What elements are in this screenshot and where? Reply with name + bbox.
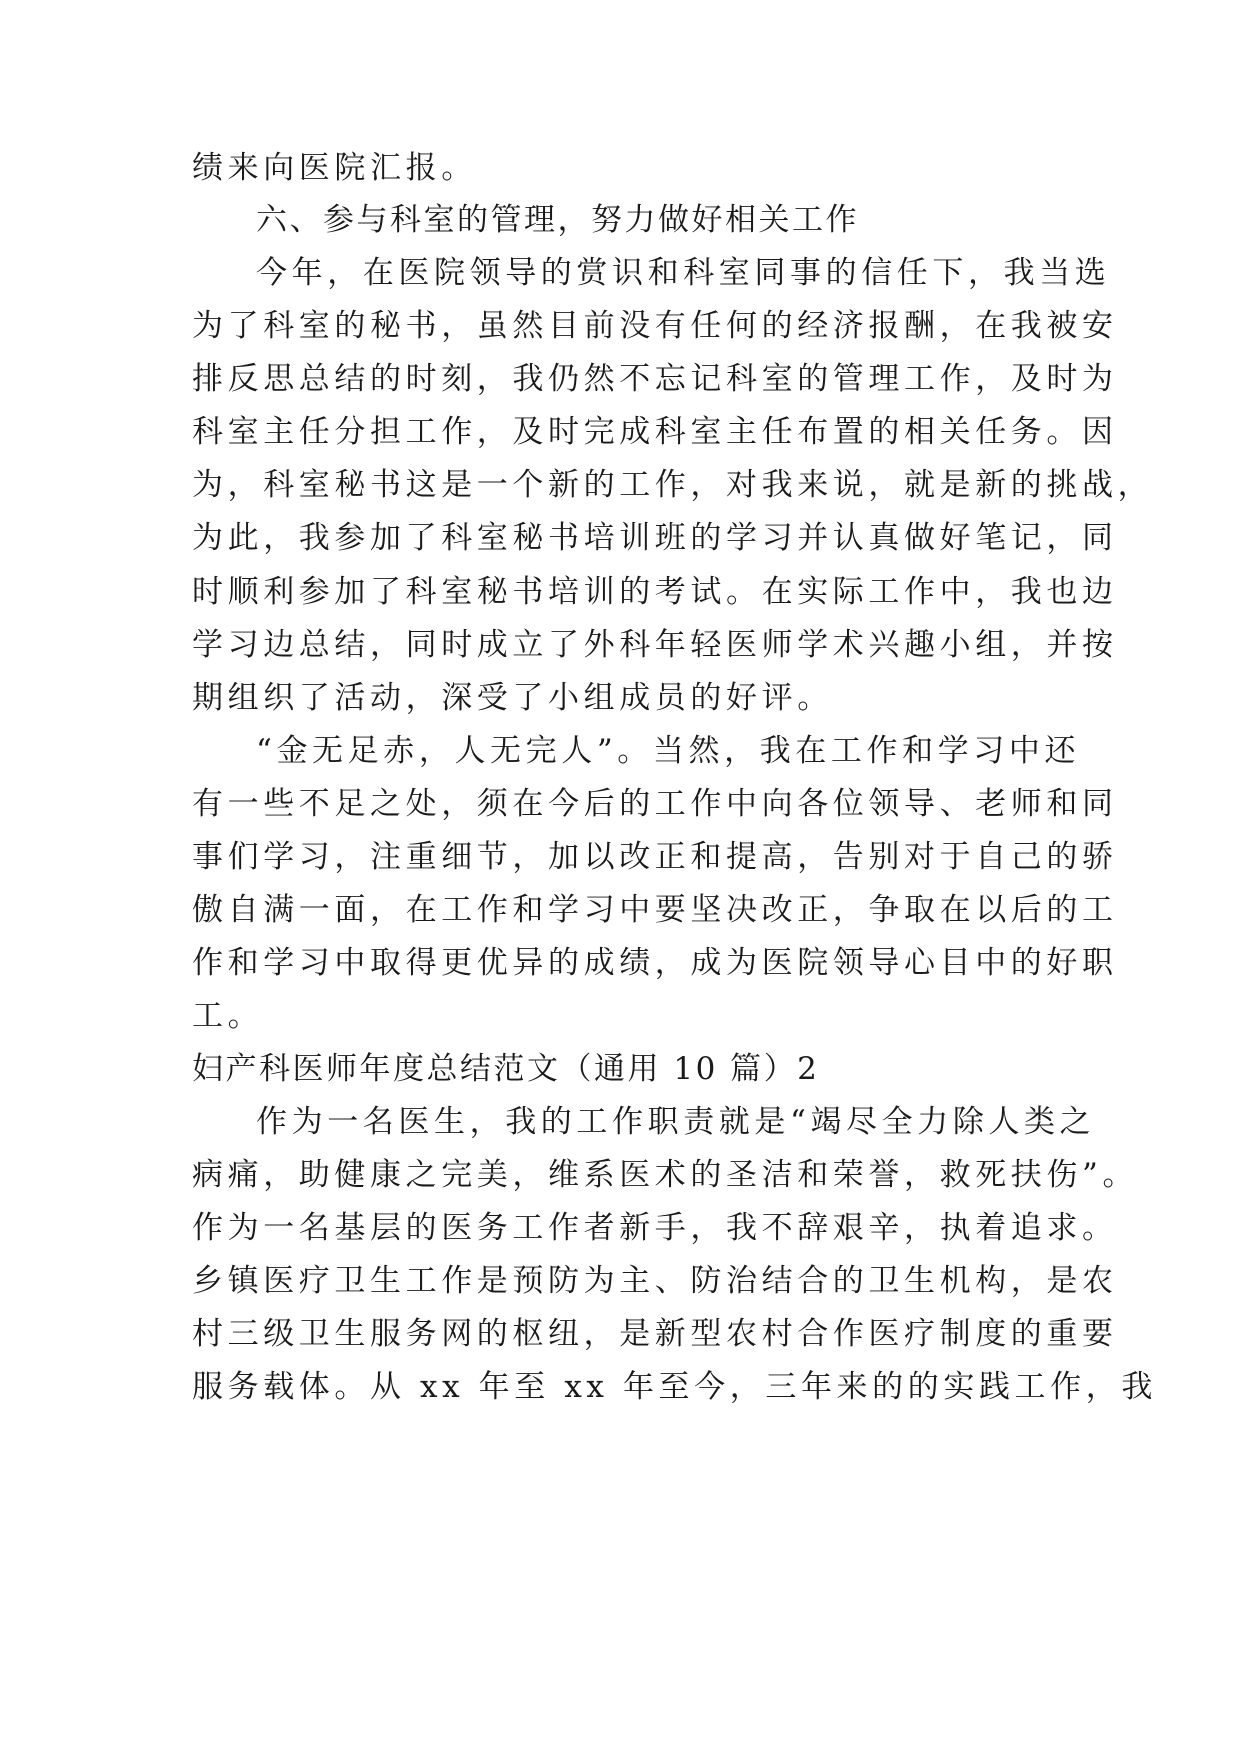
paragraph-line: 服务载体。从 xx 年至 xx 年至今，三年来的的实践工作，我: [192, 1369, 1157, 1405]
paragraph-line: 时顺利参加了科室秘书培训的考试。在实际工作中，我也边: [192, 574, 1118, 610]
paragraph-line: “金无足赤，人无完人”。当然，我在工作和学习中还: [256, 733, 1081, 769]
paragraph-line: 科室主任分担工作，及时完成科室主任布置的相关任务。因: [192, 414, 1118, 450]
paragraph-line: 期组织了活动，深受了小组成员的好评。: [192, 680, 833, 716]
paragraph-line: 今年，在医院领导的赏识和科室同事的信任下，我当选: [256, 255, 1111, 291]
paragraph-line: 绩来向医院汇报。: [192, 150, 477, 186]
article-title: 妇产科医师年度总结范文（通用 10 篇）2: [192, 1051, 820, 1087]
paragraph-line: 有一些不足之处，须在今后的工作中向各位领导、老师和同: [192, 786, 1118, 822]
paragraph-line: 病痛，助健康之完美，维系医术的圣洁和荣誉，救死扶伤”。: [192, 1157, 1139, 1193]
paragraph-line: 排反思总结的时刻，我仍然不忘记科室的管理工作，及时为: [192, 361, 1118, 397]
paragraph-line: 为，科室秘书这是一个新的工作，对我来说，就是新的挑战，: [192, 467, 1154, 503]
section-heading: 六、参与科室的管理，努力做好相关工作: [256, 202, 859, 238]
paragraph-line: 作和学习中取得更优异的成绩，成为医院领导心目中的好职: [192, 945, 1118, 981]
paragraph-line: 工。: [192, 998, 264, 1034]
paragraph-line: 傲自满一面，在工作和学习中要坚决改正，争取在以后的工: [192, 892, 1118, 928]
paragraph-line: 事们学习，注重细节，加以改正和提高，告别对于自己的骄: [192, 839, 1118, 875]
paragraph-line: 作为一名医生，我的工作职责就是“竭尽全力除人类之: [256, 1104, 1096, 1140]
paragraph-line: 为了科室的秘书，虽然目前没有任何的经济报酬，在我被安: [192, 308, 1118, 344]
paragraph-line: 村三级卫生服务网的枢纽，是新型农村合作医疗制度的重要: [192, 1316, 1118, 1352]
paragraph-line: 学习边总结，同时成立了外科年轻医师学术兴趣小组，并按: [192, 627, 1118, 663]
paragraph-line: 乡镇医疗卫生工作是预防为主、防治结合的卫生机构，是农: [192, 1263, 1118, 1299]
paragraph-line: 作为一名基层的医务工作者新手，我不辞艰辛，执着追求。: [192, 1210, 1118, 1246]
paragraph-line: 为此，我参加了科室秘书培训班的学习并认真做好笔记，同: [192, 520, 1118, 556]
